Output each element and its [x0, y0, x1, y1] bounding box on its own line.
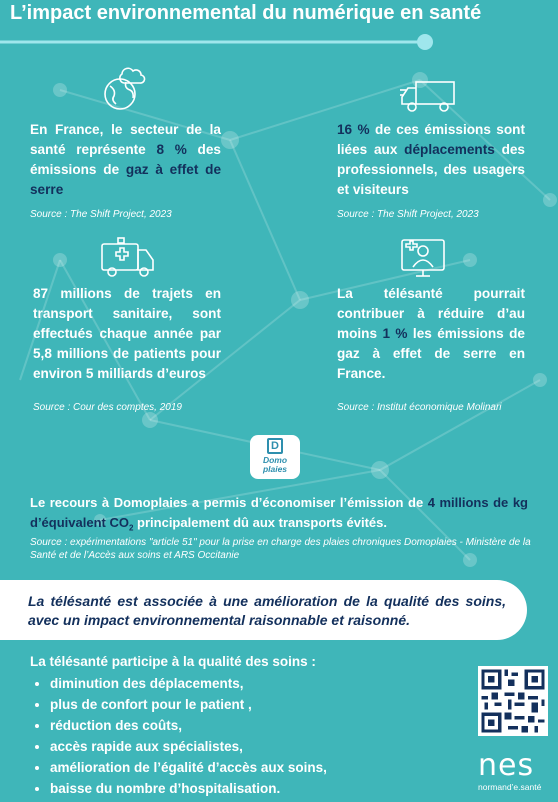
sector-emissions-text: En France, le secteur de la santé représente 8 % des émissions de gaz à effet de serre — [30, 122, 222, 197]
page-title: L’impact environnemental du numérique en santé — [10, 2, 482, 24]
source-shift-project-1: Source : The Shift Project, 2023 — [30, 209, 172, 220]
travel-emissions-text: 16 % de ces émissions sont liées aux déplacements des professionnels, des usagers et visiteurs — [337, 122, 525, 197]
transport-trips-text: 87 millions de trajets en transport sanitaire, sont effectués chaque année par 5,8 millions de patients pour environ 5 milliards d’euros — [33, 286, 221, 381]
telehealth-reduction-text: La télésanté pourrait contribuer à réduire d’au moins 1 % les émissions de gaz à effet de serre en France. — [337, 286, 525, 381]
list-item: • amélioration de l’égalité d’accès aux soins, — [50, 757, 327, 778]
list-item: • plus de confort pour le patient , — [50, 694, 327, 715]
teleconsultation-icon — [400, 236, 446, 280]
domoplaies-text: Le recours à Domoplaies a permis d’économiser l’émission de 4 millions de kg d’équivalent $CO_2$ principalement dû aux transports évités. — [30, 495, 528, 533]
source-molinari: Source : Institut économique Molinari — [337, 402, 502, 413]
normand-e-sante-logo: nes normand’e.santé — [478, 748, 542, 792]
list-item: • accès rapide aux spécialistes, — [50, 736, 327, 757]
quality-title: La télésanté participe à la qualité des soins : — [30, 654, 316, 669]
source-cour-des-comptes: Source : Cour des comptes, 2019 — [33, 402, 182, 413]
source-domoplaies: Source : expérimentations "article 51" pour la prise en charge des plaies chroniques Domoplaies - Ministère de la Santé et de l’Accès aux soins et ARS Occitanie — [30, 537, 531, 561]
ambulance-icon — [98, 236, 156, 278]
conclusion-banner — [0, 580, 527, 640]
earth-cloud-icon — [100, 62, 148, 112]
list-item: • diminution des déplacements, — [50, 673, 327, 694]
quality-list — [32, 673, 327, 799]
list-item: • réduction des coûts, — [50, 715, 327, 736]
conclusion-text: La télésanté est associée à une amélioration de la qualité des soins, avec un impact environnemental raisonnable et raisonné. — [28, 593, 506, 628]
source-shift-project-2: Source : The Shift Project, 2023 — [337, 209, 479, 220]
qr-code-icon[interactable] — [478, 666, 548, 736]
truck-icon — [400, 80, 458, 114]
domoplaies-logo: D Domo plaies — [250, 435, 300, 479]
list-item: • baisse du nombre d’hospitalisation. — [50, 778, 327, 799]
